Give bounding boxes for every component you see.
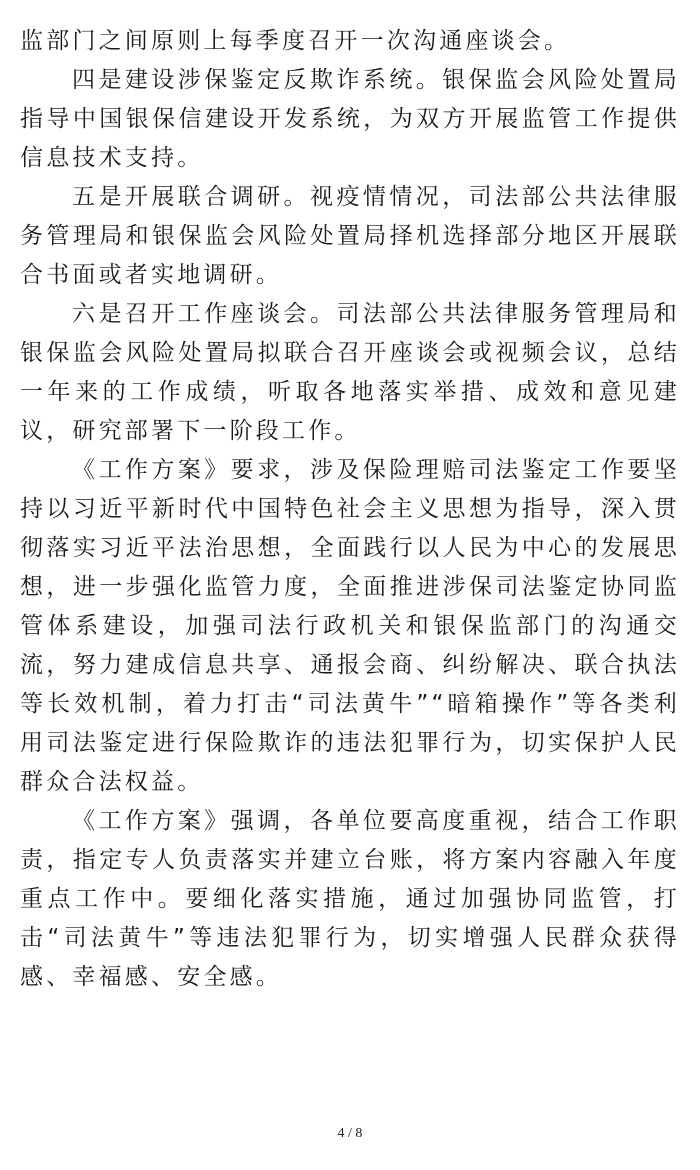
document-page xyxy=(20,22,680,997)
paragraph-continuation: 监部门之间原则上每季度召开一次沟通座谈会。 xyxy=(20,28,571,54)
paragraph-plan-requirements: 《工作方案》要求，涉及保险理赔司法鉴定工作要坚持以习近平新时代中国特色社会主义思想为指导，深入贯彻落实习近平法治思想，全面践行以人民为中心的发展思想，进一步强化监管力度，全面推进涉保司法鉴定协同监管体系建设，加强司法行政机关和银保监部门的沟通交流，努力建成信息共享、通报会商、纠纷解决、联合执法等长效机制，着力打击“司法黄牛”“暗箱操作”等各类利用司法鉴定进行保险欺诈的违法犯罪行为，切实保护人民群众合法权益。 xyxy=(20,457,680,795)
paragraph-anti-fraud-system: 四是建设涉保鉴定反欺诈系统。银保监会风险处置局指导中国银保信建设开发系统，为双方开展监管工作提供信息技术支持。 xyxy=(20,67,680,171)
page-number: 4 / 8 xyxy=(337,1126,363,1141)
paragraph-plan-emphasis: 《工作方案》强调，各单位要高度重视，结合工作职责，指定专人负责落实并建立台账，将方案内容融入年度重点工作中。要细化落实措施，通过加强协同监管，打击“司法黄牛”等违法犯罪行为，切实增强人民群众获得感、幸福感、安全感。 xyxy=(20,808,680,990)
paragraph-joint-research: 五是开展联合调研。视疫情情况，司法部公共法律服务管理局和银保监会风险处置局择机选择部分地区开展联合书面或者实地调研。 xyxy=(20,184,680,288)
paragraph-work-symposium: 六是召开工作座谈会。司法部公共法律服务管理局和银保监会风险处置局拟联合召开座谈会或视频会议，总结一年来的工作成绩，听取各地落实举措、成效和意见建议，研究部署下一阶段工作。 xyxy=(20,301,680,444)
